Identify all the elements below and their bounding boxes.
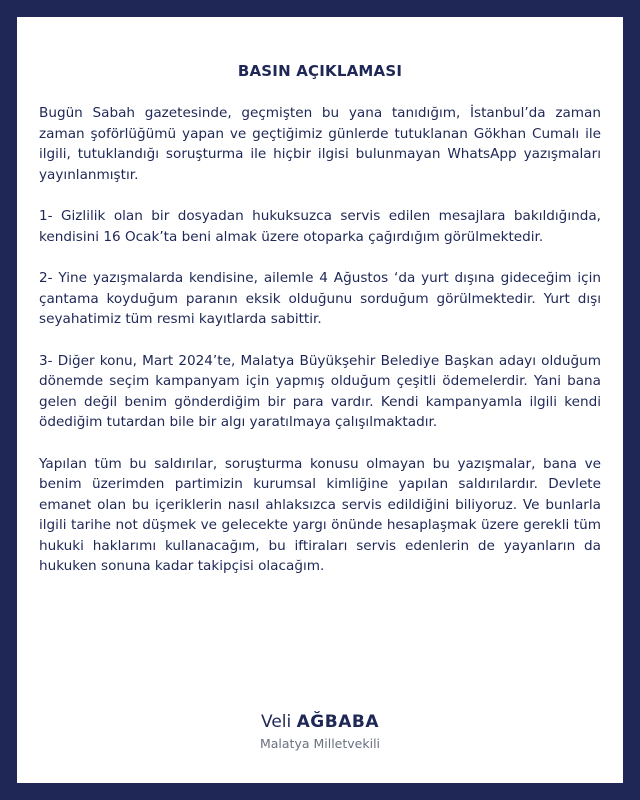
signature-block — [17, 711, 623, 751]
paragraph-point-3: 3- Diğer konu, Mart 2024’te, Malatya Büyükşehir Belediye Başkan adayı olduğum dönemde seçim kampanyam için yapmış olduğum çeşitli ödemelerdir. Yani bana gelen değil benim gönderdiğim bir para vardır. Kendi kampanyamla ilgili kendi ödediğim tutardan bile bir algı yaratılmaya çalışılmaktadır. — [39, 352, 601, 430]
press-release-page — [17, 17, 623, 783]
document-title: BASIN AÇIKLAMASI — [237, 62, 403, 80]
document-body — [39, 103, 601, 598]
paragraph-conclusion: Yapılan tüm bu saldırılar, soruşturma konusu olmayan bu yazışmalar, bana ve benim üzerimden partimizin kurumsal kimliğine yapılan saldırılardır. Devlete emanet olan bu içeriklerin nasıl ahlaksızca servis edildiğini biliyoruz. Ve bunlarla ilgili tarihe not düşmek ve gelecekte yargı önünde hesaplaşmak üzere gerekli tüm hukuki haklarımı kullanacağım, bu iftiraları servis edenlerin de yayanların da hukuken sonuna kadar takipçisi olacağım. — [39, 455, 601, 574]
signature-name — [17, 711, 623, 733]
paragraph-point-2: 2- Yine yazışmalarda kendisine, ailemle 4 Ağustos ‘da yurt dışına gideceğim için çantama koyduğum paranın eksik olduğunu sorduğum görülmektedir. Yurt dışı seyahatimiz tüm resmi kayıtlarda sabittir. — [39, 270, 601, 327]
signature-last-name: AĞBABA — [296, 712, 379, 732]
signature-role: Malatya Milletvekili — [259, 736, 381, 751]
signature-first-name: Veli — [261, 712, 292, 732]
paragraph-intro: Bugün Sabah gazetesinde, geçmişten bu yana tanıdığım, İstanbul’da zaman zaman şoförlüğümü yapan ve geçtiğimiz günlerde tutuklanan Gökhan Cumalı ile ilgili, tutuklandığı soruşturma ile hiçbir ilgisi bulunmayan WhatsApp yazışmaları yayınlanmıştır. — [39, 105, 601, 183]
paragraph-point-1: 1- Gizlilik olan bir dosyadan hukuksuzca servis edilen mesajlara bakıldığında, kendisini 16 Ocak’ta beni almak üzere otoparka çağırdığım görülmektedir. — [39, 208, 601, 245]
